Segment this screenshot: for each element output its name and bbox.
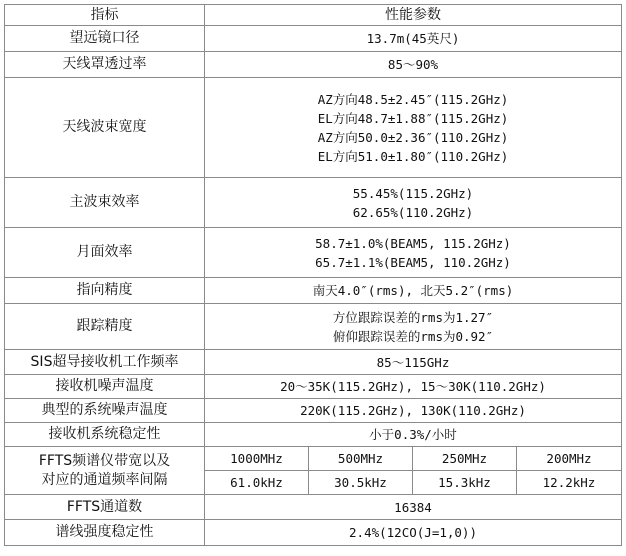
row-value — [205, 520, 622, 546]
value-line: 2.4%(12CO(J=1,0)) — [349, 525, 477, 540]
table-row — [5, 304, 622, 350]
row-label: 指向精度 — [5, 278, 205, 304]
table-row — [5, 520, 622, 546]
value-line: 俯仰跟踪误差的rms为0.92″ — [332, 328, 494, 344]
row-value — [205, 26, 622, 52]
row-value — [205, 423, 622, 447]
value-line: AZ方向50.0±2.36″(110.2GHz) — [317, 129, 509, 145]
value-line: AZ方向48.5±2.45″(115.2GHz) — [317, 91, 509, 107]
row-value — [205, 78, 622, 178]
value-line: 220K(115.2GHz), 130K(110.2GHz) — [300, 403, 526, 418]
table-row — [5, 423, 622, 447]
spec-table — [4, 4, 622, 546]
table-row — [5, 26, 622, 52]
row-label: 月面效率 — [5, 228, 205, 278]
table-row — [5, 399, 622, 423]
row-label: 典型的系统噪声温度 — [5, 399, 205, 423]
row-value — [205, 375, 622, 399]
row-label: 主波束效率 — [5, 178, 205, 228]
table-row — [5, 495, 622, 520]
ffts-label-line: FFTS频谱仪带宽以及 — [38, 452, 171, 469]
table-header-row — [5, 5, 622, 26]
value-line: 方位跟踪误差的rms为1.27″ — [332, 309, 494, 325]
row-value — [205, 278, 622, 304]
row-label: SIS超导接收机工作频率 — [5, 350, 205, 375]
ffts-label — [5, 447, 205, 495]
ffts-spacing: 15.3kHz — [413, 471, 517, 495]
table-row — [5, 228, 622, 278]
value-line: 16384 — [394, 499, 432, 515]
value-line: 小于0.3%/小时 — [369, 427, 457, 442]
row-value — [205, 304, 622, 350]
row-label: 天线罩透过率 — [5, 52, 205, 78]
value-line: 20～35K(115.2GHz), 15～30K(110.2GHz) — [280, 379, 546, 394]
value-line: 85～115GHz — [376, 354, 450, 370]
value-line: 南天4.0″(rms), 北天5.2″(rms) — [312, 283, 514, 298]
value-line: EL方向51.0±1.80″(110.2GHz) — [317, 148, 509, 164]
table-row — [5, 52, 622, 78]
table-row — [5, 178, 622, 228]
row-value — [205, 228, 622, 278]
ffts-bandwidth-row — [5, 447, 622, 471]
value-line: 55.45%(115.2GHz) — [352, 185, 474, 201]
header-indicator: 指标 — [5, 5, 205, 26]
row-label: 跟踪精度 — [5, 304, 205, 350]
ffts-spacing: 61.0kHz — [205, 471, 309, 495]
value-line: 62.65%(110.2GHz) — [352, 204, 474, 220]
row-label: FFTS通道数 — [5, 495, 205, 520]
value-line: 85～90% — [387, 57, 439, 72]
value-line: 58.7±1.0%(BEAM5, 115.2GHz) — [315, 235, 511, 251]
table-row — [5, 78, 622, 178]
ffts-spacing: 12.2kHz — [517, 471, 622, 495]
table-row — [5, 375, 622, 399]
value-line: 13.7m(45英尺) — [366, 31, 460, 46]
row-label: 天线波束宽度 — [5, 78, 205, 178]
row-label: 接收机系统稳定性 — [5, 423, 205, 447]
row-value — [205, 399, 622, 423]
ffts-bandwidth: 250MHz — [413, 447, 517, 471]
value-line: 65.7±1.1%(BEAM5, 110.2GHz) — [315, 254, 511, 270]
row-label: 望远镜口径 — [5, 26, 205, 52]
ffts-bandwidth: 200MHz — [517, 447, 622, 471]
ffts-bandwidth: 1000MHz — [205, 447, 309, 471]
ffts-label-line: 对应的通道频率间隔 — [41, 471, 168, 488]
row-label: 谱线强度稳定性 — [5, 520, 205, 546]
row-value — [205, 495, 622, 520]
row-label: 接收机噪声温度 — [5, 375, 205, 399]
table-row — [5, 278, 622, 304]
ffts-spacing: 30.5kHz — [309, 471, 413, 495]
row-value — [205, 350, 622, 375]
header-parameter: 性能参数 — [205, 5, 622, 26]
row-value — [205, 52, 622, 78]
value-line: EL方向48.7±1.88″(115.2GHz) — [317, 110, 509, 126]
row-value — [205, 178, 622, 228]
table-row — [5, 350, 622, 375]
ffts-bandwidth: 500MHz — [309, 447, 413, 471]
